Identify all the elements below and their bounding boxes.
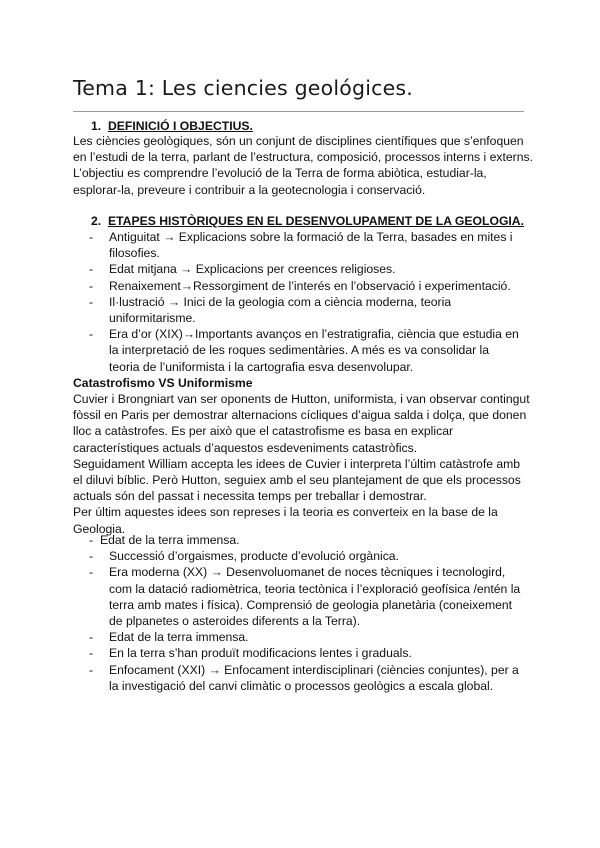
list-item-text: Successió d’orgaismes, producte d’evolució orgànica. [109,549,399,564]
section-1-paragraph-2: L’objectiu es comprendre l’evolució de la Terra de forma abiòtica, estudiar-la, esplorar-la, preveure i contribuir a la geotecnologia i conservació. [73,166,487,197]
list-item [89,662,521,694]
bullet-dash: - [89,262,94,277]
subsection-paragraph-3: Per últim aquestes idees son represes i la teoria es converteix en la base de la Geologia. [73,505,498,536]
list-item [89,278,521,294]
section-2-heading-text: ETAPES HISTÒRIQUES EN EL DESENVOLUPAMENT DE LA GEOLOGIA. [108,214,524,228]
list-item [89,645,521,661]
bullet-dash: - [89,230,94,244]
list-item-text: Il·lustració → Inici de la geologia com a ciència moderna, teoria uniformitarisme. [109,294,452,326]
section-2-heading [91,213,524,229]
bullet-dash: - [89,294,94,309]
section-2-list [89,229,521,375]
subsection-heading: Catastrofismo VS Uniformisme [73,376,253,390]
list-item-text: Renaixement→Ressorgiment de l’interés en l’observació i experimentació. [109,278,511,293]
list-item [89,548,521,564]
list-item-text: Edat mitjana → Explicacions per creences religioses. [109,262,396,277]
list-item-text: Era moderna (XX) → Desenvoluomanet de noces tècniques i tecnologird, com la datació radiomètrica, teoria tectònica i l’exploració geofísica /entén la terra amb mates i física). Comprensió de geologia planetària (coneixement de plpanetes o asteroides diferents a la Terra). [109,565,521,629]
list-item-text: Enfocament (XXI) → Enfocament interdisciplinari (ciències conjuntes), per a la investigació del canvi climàtic o processos geològics a escala global. [109,662,519,693]
subsection-paragraph-2: Seguidament William accepta les idees de Cuvier i interpreta l’últim catàstrofe amb el diluvi bíblic. Però Hutton, seguiex amb el seu plantejament de que els processos actuals són del passat i necessita temps per treballar i demostrar. [73,456,521,504]
section-1-heading-text: DEFINICIÓ I OBJECTIUS. [108,119,253,133]
subsection-paragraph-1: Cuvier i Brongniart van ser oponents de Hutton, uniformista, i van observar contingut fòssil en Paris per demostrar alternacions cícliques d’aigua salda i dolça, que donen lloc a catàstrofes. Es per això que el catastrofisme es basa en explicar característiques actuals d’aquestos esdeveniments catastròfics. [73,392,530,455]
section-2-number: 2. [91,214,102,228]
list-item-text: Edat de la terra immensa. [100,533,240,547]
section-1-heading [91,118,253,134]
title-divider [73,111,524,112]
section-1-number: 1. [91,119,102,133]
section-1-paragraph-1: Les ciències geològiques, són un conjunt de disciplines científiques que s’enfoquen en l’estudi de la terra, parlant de l’estructura, composició, processos interns i externs. [73,134,533,165]
list-item-text: Era d’or (XIX)→Importants avanços en l’estratigrafia, ciència que estudia en la interpretació de les roques sedimentàries. A més es va consolidar la teoria de l’uniformista i la cartografia esva desenvolupar. [109,327,519,374]
bullet-dash: - [89,646,94,661]
list-item-text: En la terra s’han produït modificacions lentes i graduals. [109,646,412,661]
bullet-dash: - [89,630,94,645]
bullet-dash: - [89,327,94,342]
list-item-text: Edat de la terra immensa. [109,630,249,645]
list-item [89,564,521,629]
list-item [89,532,521,548]
subsection-list [89,532,521,694]
bullet-dash: - [89,565,94,580]
subsection-body [73,391,531,537]
bullet-dash: - [89,533,94,547]
bullet-dash: - [89,549,94,564]
list-item [89,294,521,326]
list-item [89,326,521,375]
list-item-text: Antiguitat → Explicacions sobre la formació de la Terra, basades en mites i filosofies. [109,230,513,261]
list-item [89,261,521,277]
section-1-body [73,133,533,198]
bullet-dash: - [89,278,94,293]
list-item [89,629,521,645]
list-item [89,229,521,261]
document-title: Tema 1: Les ciencies geológices. [73,76,413,100]
bullet-dash: - [89,662,94,677]
